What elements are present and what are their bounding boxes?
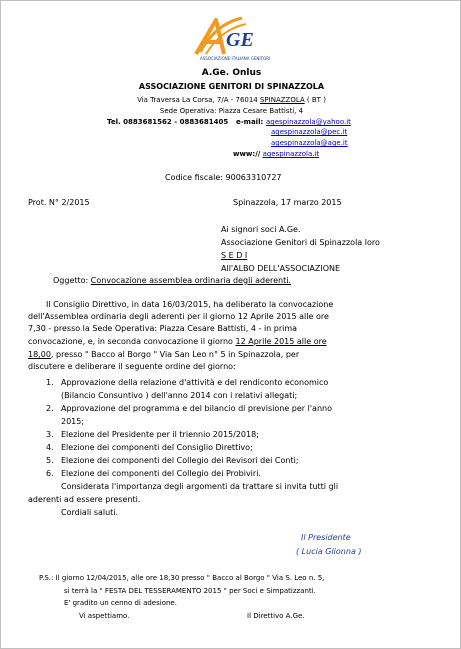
agenda-item-1-line-2: (Bilancio Consuntivo ) dell'anno 2014 con i relativi allegati;	[61, 391, 298, 400]
place-date: Spinazzola, 17 marzo 2015	[233, 198, 342, 207]
ps-farewell: Vi aspettiamo.	[79, 612, 130, 620]
subject-row	[53, 276, 291, 285]
closing-line-1: Considerata l'importanza degli argomenti da trattare si invita tutti gli	[61, 482, 339, 491]
tax-code: Codice fiscale: 90063310727	[165, 173, 282, 182]
body-line-3: 7,30 - presso la Sede Operativa: Piazza Cesare Battisti, 4 - in prima	[28, 324, 298, 333]
org-short-name: A.Ge. Onlus	[201, 68, 262, 78]
agenda-item-1-line-1: Approvazione della relazione d'attività e del rendiconto economico	[61, 378, 329, 387]
subject-text: Convocazione assemblea ordinaria degli aderenti.	[90, 276, 291, 285]
agenda-item-3: Elezione del Presidente per il triennio 2015/2018;	[61, 430, 259, 439]
address-city: SPINAZZOLA	[259, 96, 305, 104]
org-full-name: ASSOCIAZIONE GENITORI DI SPINAZZOLA	[138, 82, 325, 91]
signature-name: ( Lucia Glionna )	[296, 547, 362, 556]
address-street: Via Traversa La Corsa, 7/A - 76014	[137, 96, 260, 104]
closing-line-2: aderenti ad essere presenti.	[28, 495, 141, 504]
agenda-item-6: Elezione dei componenti del Collegio dei Probiviri.	[61, 469, 261, 478]
signature-role: Il Presidente	[301, 533, 351, 542]
body-line-6: discutere e deliberare il seguente ordine del giorno:	[28, 362, 236, 371]
recipient-line-3: S E D I	[221, 251, 248, 260]
recipient-line-4: All'ALBO DELL'ASSOCIAZIONE	[221, 264, 341, 273]
second-call-time: 18,00	[28, 350, 51, 359]
phone-numbers: Tel. 0883681562 - 0883681405	[107, 118, 229, 126]
greeting: Cordiali saluti.	[61, 508, 119, 517]
recipient-line-2: Associazione Genitori di Spinazzola loro	[221, 238, 380, 247]
operational-site: Sede Operativa: Piazza Cesare Battisti, 4	[159, 107, 304, 115]
ps-sign: Il Direttivo A.Ge.	[247, 612, 305, 620]
second-call-date: 12 Aprile 2015 alle ore	[235, 337, 327, 346]
agenda-item-4: Elezione dei componenti del Consiglio Direttivo;	[61, 443, 253, 452]
agenda-num-6: 6.	[46, 469, 54, 478]
website-link[interactable]: agespinazzola.it	[262, 150, 320, 158]
agenda-num-1: 1.	[46, 378, 54, 387]
age-logo-graphic	[186, 14, 276, 62]
agenda-num-2: 2.	[46, 404, 54, 413]
subject-label: Oggetto:	[53, 276, 89, 285]
age-logo	[186, 14, 276, 62]
svg-text:GE: GE	[226, 29, 254, 51]
agenda-item-2-line-2: 2015;	[61, 417, 85, 426]
email-link-yahoo[interactable]: agespinazzola@yahoo.it	[266, 118, 351, 126]
protocol-number: Prot. N° 2/2015	[28, 198, 90, 207]
body-line-2: dell'Assemblea ordinaria degli aderenti per il giorno 12 Aprile 2015 alle ore	[28, 312, 329, 321]
email-link-pec[interactable]: agespinazzola@pec.it	[271, 128, 348, 136]
ps-line-3: E' gradito un cenno di adesione.	[64, 599, 177, 607]
agenda-num-4: 4.	[46, 443, 54, 452]
email-label: e-mail:	[236, 118, 264, 126]
body-line-4	[28, 337, 327, 346]
body-line-4-text: convocazione, e, in seconda convocazione il giorno	[28, 337, 236, 346]
body-line-1: Il Consiglio Direttivo, in data 16/03/2015, ha deliberato la convocazione	[46, 300, 334, 309]
ps-line-1: P.S.: Il giorno 12/04/2015, alle ore 18,30 presso " Bacco al Borgo " Via S. Leo n. 5,	[39, 574, 325, 582]
recipient-line-1: Ai signori soci A.Ge.	[221, 225, 301, 234]
email-link-age[interactable]: agespinazzola@age.it	[271, 139, 348, 147]
agenda-num-5: 5.	[46, 456, 54, 465]
agenda-item-2-line-1: Approvazione del programma e del bilancio di previsione per l'anno	[61, 404, 332, 413]
ps-line-2: si terrà la " FESTA DEL TESSERAMENTO 2015 " per Soci e Simpatizzanti.	[64, 587, 316, 595]
address-province: ( BT )	[304, 96, 326, 104]
body-line-5-text: , presso " Bacco al Borgo " Via San Leo n° 5 in Spinazzola, per	[50, 350, 300, 359]
website-row	[233, 150, 319, 158]
web-label: www://	[233, 150, 261, 158]
org-address	[1, 96, 461, 104]
agenda-num-3: 3.	[46, 430, 54, 439]
svg-text:ASSOCIAZIONE ITALIANA GENITORI: ASSOCIAZIONE ITALIANA GENITORI	[200, 56, 271, 61]
agenda-item-5: Elezione dei componenti del Collegio dei Revisori dei Conti;	[61, 456, 299, 465]
body-line-5	[28, 350, 299, 359]
